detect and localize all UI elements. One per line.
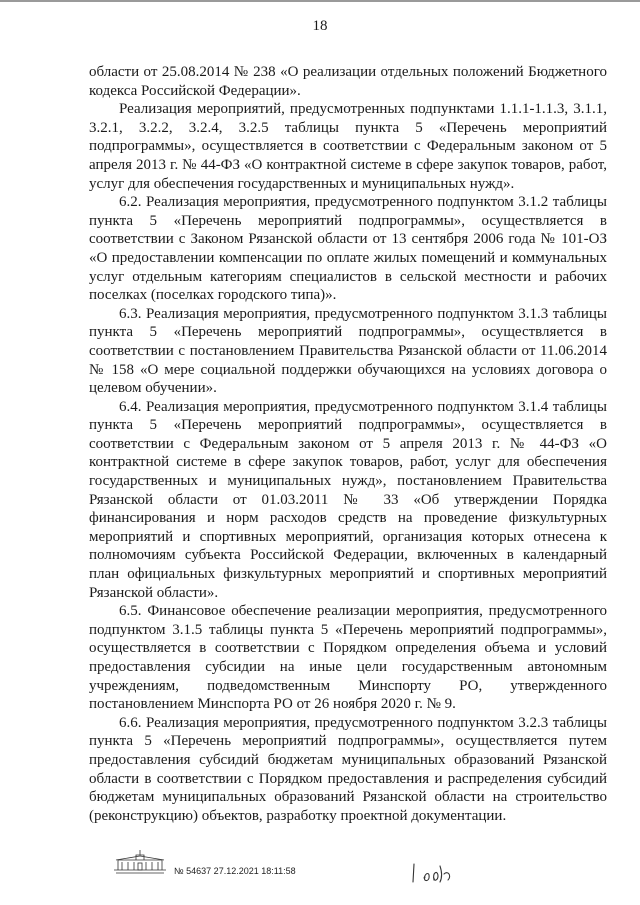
government-building-stamp-icon (108, 846, 172, 876)
scan-edge (0, 0, 640, 2)
page-number: 18 (312, 18, 328, 34)
handwritten-signature-icon (408, 860, 468, 886)
paragraph-6-5: 6.5. Финансовое обеспечение реализации мероприятия, предусмотренного подпунктом 3.1.5 таблицы пункта 5 «Перечень мероприятий подпрограммы», осуществляется в соответствии с Порядком определения объема и условий предоставления субсидии на иные цели государственным автономным учреждениям, подведомственным Минспорту РО, утвержденного постановлением Минспорта РО от 26 ноября 2020 г. № 9. (89, 603, 607, 713)
paragraph-6-4: 6.4. Реализация мероприятия, предусмотренного подпунктом 3.1.4 таблицы пункта 5 «Перечень мероприятий подпрограммы», осуществляется в соответствии с Федеральным законом от 5 апреля 2013 г. № 44-ФЗ «О контрактной системе в сфере закупок товаров, работ, услуг для обеспечения государственных и муниципальных нужд», постановлением Правительства Рязанской области от 01.03.2011 № 33 «Об утверждении Порядка финансирования и норм расходов средств на проведение физкультурных мероприятий и спортивных мероприятий, организация которых отнесена к полномочиям субъекта Российской Федерации, включенных в календарный план официальных физкультурных мероприятий и спортивных мероприятий Рязанской области». (89, 398, 607, 601)
paragraph-6-6: 6.6. Реализация мероприятия, предусмотренного подпунктом 3.2.3 таблицы пункта 5 «Перечень мероприятий подпрограммы», осуществляется путем предоставления субсидий бюджетам муниципальных образований Рязанской области в соответствии с Порядком предоставления и распределения субсидий бюджетам муниципальных образований Рязанской области на строительство (реконструкцию) объектов, разработку проектной документации. (89, 714, 607, 824)
paragraph-continuation: области от 25.08.2014 № 238 «О реализации отдельных положений Бюджетного кодекса Российской Федерации». (89, 64, 607, 99)
paragraph-6-3: 6.3. Реализация мероприятия, предусмотренного подпунктом 3.1.3 таблицы пункта 5 «Перечень мероприятий подпрограммы», осуществляется в соответствии с постановлением Правительства Рязанской области от 11.06.2014 № 158 «О мере социальной поддержки обучающихся на условиях договора о целевом обучении». (89, 305, 607, 397)
document-body (89, 63, 607, 825)
document-registration-stamp: № 54637 27.12.2021 18:11:58 (174, 866, 296, 876)
paragraph-6-1-detail: Реализация мероприятий, предусмотренных подпунктами 1.1.1-1.1.3, 3.1.1, 3.2.1, 3.2.2, 3.2.4, 3.2.5 таблицы пункта 5 «Перечень мероприятий подпрограммы», осуществляется в соответствии с Федеральным законом от 5 апреля 2013 г. № 44-ФЗ «О контрактной системе в сфере закупок товаров, работ, услуг для обеспечения государственных и муниципальных нужд». (89, 101, 607, 192)
paragraph-6-2: 6.2. Реализация мероприятия, предусмотренного подпунктом 3.1.2 таблицы пункта 5 «Перечень мероприятий подпрограммы», осуществляется в соответствии с Законом Рязанской области от 13 сентября 2006 года № 101-ОЗ «О предоставлении компенсации по оплате жилых помещений и коммунальных услуг отдельным категориям специалистов в сельской местности и рабочих поселках (поселках городского типа)». (89, 194, 607, 304)
footer (108, 846, 608, 896)
